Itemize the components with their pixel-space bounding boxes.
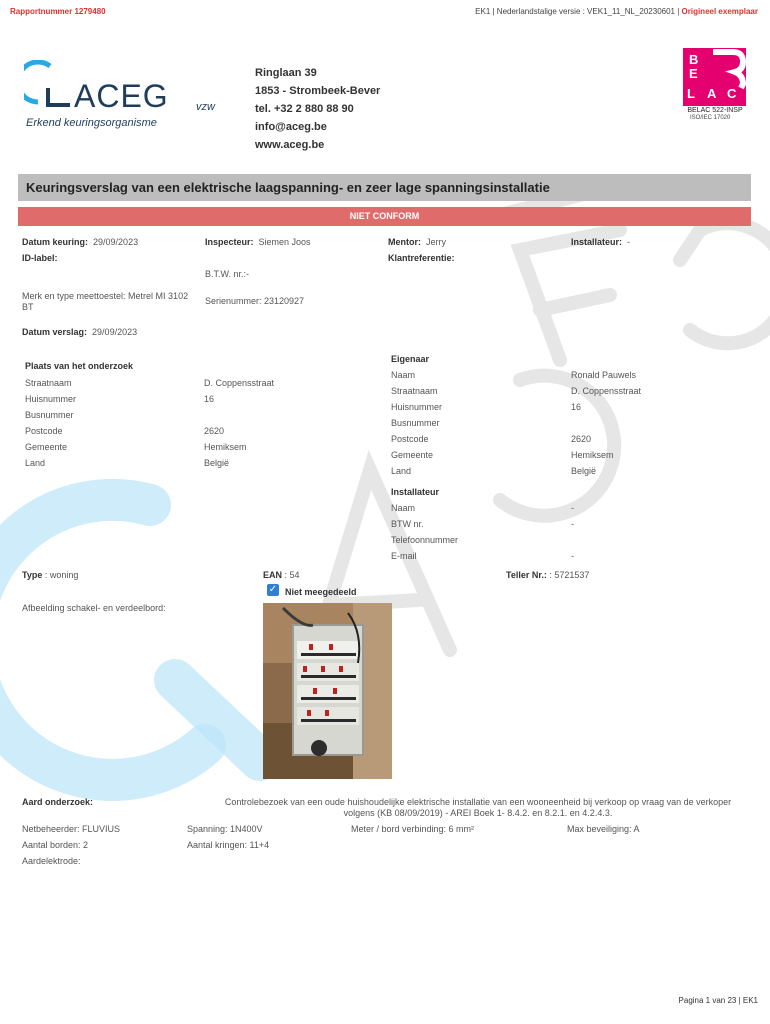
datum-verslag-value: 29/09/2023 [92,327,138,337]
aantal-kringen: Aantal kringen: 11+4 [187,840,270,850]
eigenaar-row-value: 2620 [571,434,592,444]
ean-value: : 54 [284,570,300,580]
eigenaar-row-label: Gemeente [391,450,434,460]
teller-label: Teller Nr.: [506,570,547,580]
eigenaar-row-value: België [571,466,597,476]
type-field [22,570,78,580]
version-info [475,7,758,16]
plaats-row-value: Hemiksem [204,442,247,452]
company-address [255,64,380,154]
installateur-heading: Installateur [391,487,440,497]
datum-keuring-value: 29/09/2023 [93,237,139,247]
address-city: 1853 - Strombeek-Bever [255,85,381,97]
distribution-board-photo [263,603,392,779]
aard-description [200,797,756,819]
plaats-row-value: België [204,458,230,468]
serienummer: Serienummer: 23120927 [205,296,305,306]
eigenaar-row-label: Naam [391,370,416,380]
report-number: Rapportnummer 1279480 [10,7,106,16]
type-value: : woning [44,570,79,580]
plaats-row-label: Busnummer [25,410,74,420]
teller-value: : 5721537 [549,570,590,580]
btw-number: B.T.W. nr.:- [205,269,250,279]
spanning: Spanning: 1N400V [187,824,263,834]
eigenaar-row-value: Ronald Pauwels [571,370,637,380]
plaats-row-label: Gemeente [25,442,68,452]
belac-letter: L [687,86,695,101]
inspecteur-label: Inspecteur: [205,237,254,247]
eigenaar-row-label: Busnummer [391,418,440,428]
aardelektrode: Aardelektrode: [22,856,81,866]
status-badge: NIET CONFORM [18,207,751,226]
eigenaar-row-label: Land [391,466,412,476]
meter-verbinding: Meter / bord verbinding: 6 mm² [351,824,475,834]
mentor-value: Jerry [426,237,447,247]
eigenaar-row-label: Straatnaam [391,386,438,396]
meettoestel-line2: BT [22,302,34,312]
address-street: Ringlaan 39 [255,67,317,79]
afbeelding-label: Afbeelding schakel- en verdeelbord: [22,603,166,613]
belac-letter: E [689,66,698,81]
max-beveiliging: Max beveiliging: A [567,824,640,834]
installateur-label: Installateur: [571,237,623,247]
aceg-logo-mark [24,60,76,112]
belac-standard: ISO/IEC 17020 [690,115,731,121]
eigenaar-row-value: Hemiksem [571,450,614,460]
plaats-row-label: Land [25,458,46,468]
belac-code: BELAC 522-INSP [687,107,743,114]
inspecteur-value: Siemen Joos [258,237,311,247]
belac-letter: A [707,86,717,101]
plaats-row-value: 16 [204,394,215,404]
aantal-borden: Aantal borden: 2 [22,840,89,850]
version-text: EK1 | Nederlandstalige versie : VEK1_11_NL_20230601 | [475,7,682,16]
type-label: Type [22,570,43,580]
original-copy-label: Origineel exemplaar [681,7,758,16]
eigenaar-row-label: Postcode [391,434,429,444]
report-title: Keuringsverslag van een elektrische laagspanning- en zeer lage spanningsinstallatie [18,174,751,201]
eigenaar-row-value: 16 [571,402,582,412]
belac-letter: C [727,86,737,101]
id-label: ID-label: [22,253,58,263]
ean-label: EAN [263,570,283,580]
plaats-row-label: Straatnaam [25,378,72,388]
netbeheerder: Netbeheerder: FLUVIUS [22,824,121,834]
aceg-logo-text: ACEG [74,78,169,114]
aard-line2: volgens (KB 08/09/2019) - AREI Boek 1- 8.4.2. en 8.2.1. en 4.2.4.3. [343,808,613,818]
inspecteur [205,237,311,247]
meettoestel-line1: Merk en type meettoestel: Metrel MI 3102 [22,291,189,301]
aard-line1: Controlebezoek van een oude huishoudelijke elektrische installatie van een wooneenheid bij verkoop op vraag van de verkoper [224,797,732,807]
address-web: www.aceg.be [255,139,325,151]
klantreferentie-label: Klantreferentie: [388,253,455,263]
niet-meegedeeld-label: Niet meegedeeld [285,587,357,597]
installateur-row-label: Naam [391,503,416,513]
datum-keuring-label: Datum keuring: [22,237,89,247]
aceg-logo-suffix: vzw [196,101,215,113]
installateur-row-label: BTW nr. [391,519,424,529]
datum-keuring [22,237,138,247]
installateur-row-value: - [571,551,574,561]
plaats-row-label: Postcode [25,426,63,436]
mentor [388,237,446,247]
eigenaar-row-label: Huisnummer [391,402,443,412]
plaats-row-value: 2620 [204,426,225,436]
page-footer: Pagina 1 van 23 | EK1 [678,996,758,1005]
installateur-row-label: E-mail [391,551,417,561]
installateur [571,237,630,247]
teller-field [506,570,589,580]
ean-field [263,570,300,580]
plaats-heading: Plaats van het onderzoek [25,361,134,371]
address-email: info@aceg.be [255,121,327,133]
installateur-row-label: Telefoonnummer [391,535,459,545]
plaats-row-label: Huisnummer [25,394,77,404]
mentor-label: Mentor: [388,237,421,247]
niet-meegedeeld-checkbox[interactable]: ✓ [268,584,278,595]
datum-verslag [22,327,137,337]
aceg-tagline: Erkend keuringsorganisme [26,117,157,129]
address-phone: tel. +32 2 880 88 90 [255,103,354,115]
eigenaar-row-value: D. Coppensstraat [571,386,642,396]
eigenaar-heading: Eigenaar [391,354,430,364]
belac-letter: B [689,52,699,67]
installateur-row-value: - [571,503,574,513]
plaats-row-value: D. Coppensstraat [204,378,275,388]
installateur-row-value: - [571,519,574,529]
datum-verslag-label: Datum verslag: [22,327,88,337]
installateur-value: - [627,237,631,247]
aard-label: Aard onderzoek: [22,797,94,807]
